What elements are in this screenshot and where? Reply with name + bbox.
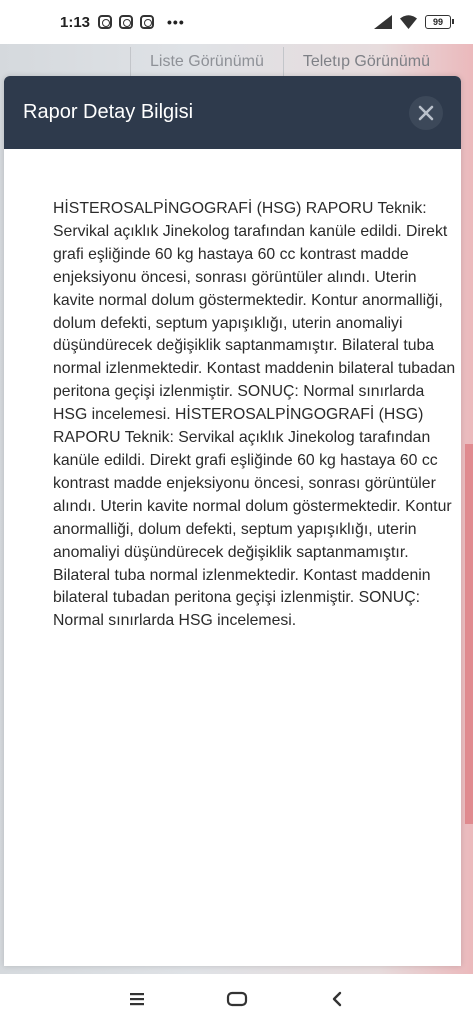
battery-icon: 99 (425, 15, 451, 29)
tab-list-view: Liste Görünümü (130, 47, 283, 77)
home-icon (226, 991, 248, 1007)
navigation-bar (0, 974, 473, 1024)
modal-title: Rapor Detay Bilgisi (23, 101, 194, 123)
report-text: HİSTEROSALPİNGOGRAFİ (HSG) RAPORU Teknik: Servikal açıklık Jinekolog tarafından kanüle edildi. Direkt grafi eşliğinde 60 kg hastaya 60 cc kontrast madde enjeksiyonu öncesi, sonrası görüntüler alındı. Uterin kavite normal dolum göstermektedir. Kontur anormalliği, dolum defekti, septum yapışıklığı, uterin anomaliyi düşündürecek değişiklik saptanmamıştır. Bilateral tuba normal izlenmektedir. Kontast maddenin bilateral tubadan peritona geçişi izlenmiştir. SONUÇ: Normal sınırlarda HSG incelemesi. HİSTEROSALPİNGOGRAFİ (HSG) RAPORU Teknik: Servikal açıklık Jinekolog tarafından kanüle edildi. Direkt grafi eşliğinde 60 kg hastaya 60 cc kontrast madde enjeksiyonu öncesi, sonrası görüntüler alındı. Uterin kavite normal dolum göstermektedir. Kontur anormalliği, dolum defekti, septum yapışıklığı, uterin anomaliyi düşündürecek değişiklik saptanmamıştır. Bilateral tuba normal izlenmektedir. Kontast maddenin bilateral tubadan peritona geçişi izlenmiştir. SONUÇ: Normal sınırlarda HSG incelemesi. (53, 200, 456, 630)
modal-header (4, 76, 461, 149)
wifi-icon (400, 15, 417, 29)
background-accent-strip (465, 444, 473, 824)
status-time: 1:13 (60, 13, 91, 31)
more-notifications-icon: ••• (167, 14, 185, 30)
instagram-icon (98, 15, 112, 29)
report-detail-modal (4, 76, 461, 966)
status-indicators (374, 15, 451, 29)
menu-button[interactable] (87, 979, 187, 1019)
modal-body (4, 149, 461, 633)
status-bar (0, 0, 473, 44)
close-button[interactable] (409, 96, 443, 130)
menu-icon (129, 992, 145, 1006)
back-icon (331, 991, 343, 1007)
close-icon (418, 105, 434, 121)
instagram-icon (119, 15, 133, 29)
back-button[interactable] (287, 979, 387, 1019)
tab-teletype-view: Teletıp Görünümü (283, 47, 449, 77)
signal-icon (374, 15, 392, 29)
background-view-tabs (0, 44, 473, 80)
instagram-icon (140, 15, 154, 29)
home-button[interactable] (187, 979, 287, 1019)
